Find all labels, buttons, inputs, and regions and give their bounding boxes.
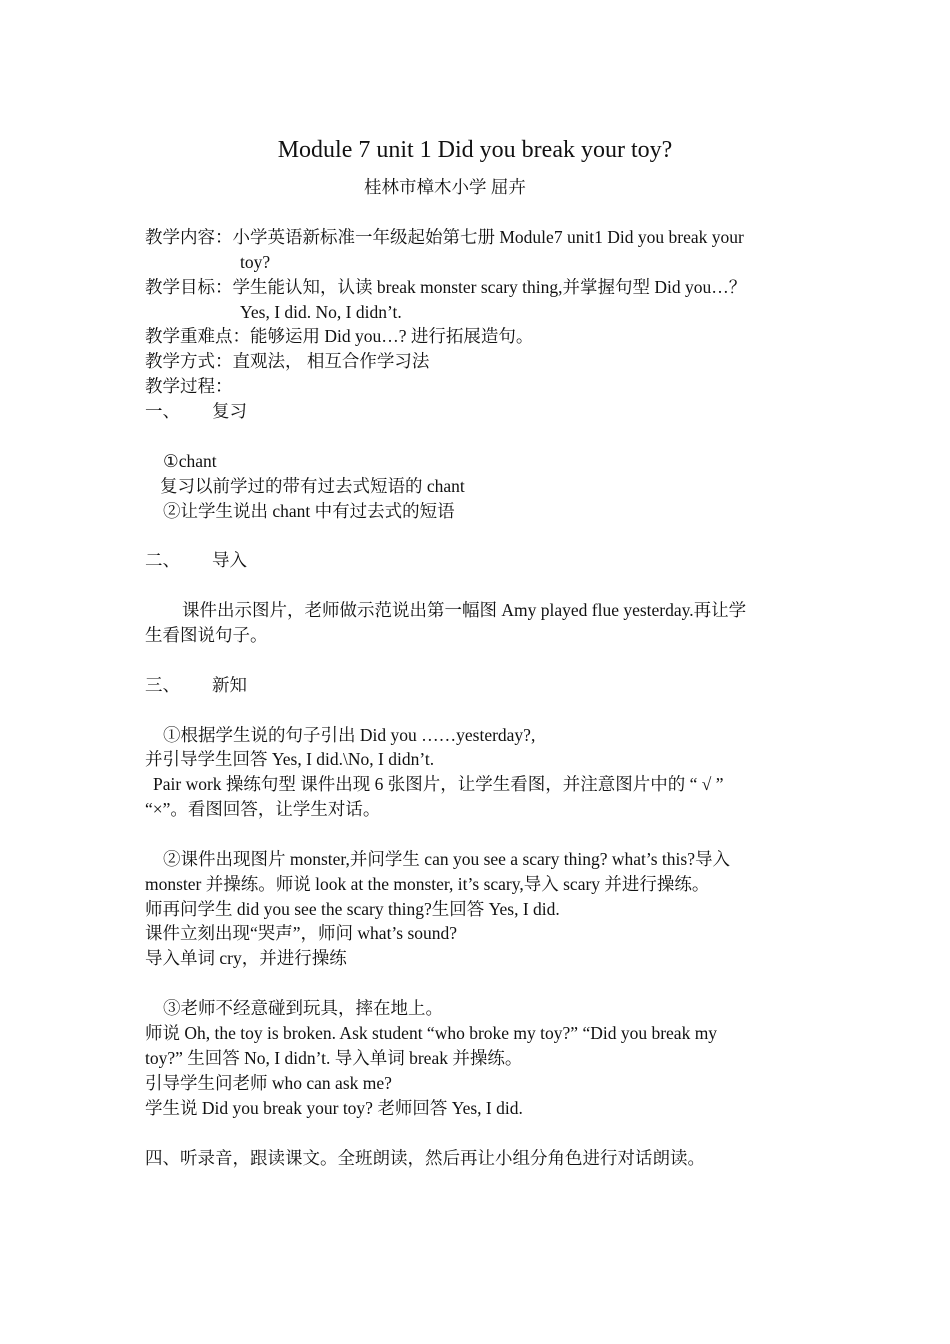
section-3-step-1-line-2: 并引导学生回答 Yes, I did.\No, I didn’t. bbox=[145, 749, 435, 769]
section-1-number: 一、 bbox=[145, 401, 180, 421]
section-3-step-2-line-2: monster 并操练。师说 look at the monster, it’s scary,导入 scary 并进行操练。 bbox=[145, 874, 710, 894]
section-3-step-3-line-5: 学生说 Did you break your toy? 老师回答 Yes, I did. bbox=[145, 1098, 523, 1118]
author-line: 桂林市樟木小学 屈卉 bbox=[364, 177, 526, 197]
section-3-step-3-line-3: toy?” 生回答 No, I didn’t. 导入单词 break 并操练。 bbox=[145, 1048, 523, 1068]
section-3-number: 三、 bbox=[145, 675, 180, 695]
teaching-content-line-2: toy? bbox=[240, 252, 271, 272]
section-3-title: 新知 bbox=[212, 675, 247, 695]
section-1-title: 复习 bbox=[212, 401, 247, 421]
section-3-step-3-line-1: ③老师不经意碰到玩具，摔在地上。 bbox=[163, 998, 443, 1018]
teaching-goal-line-1: 教学目标：学生能认知，认读 break monster scary thing,并掌握句型 Did you…？ bbox=[145, 277, 747, 297]
document-title: Module 7 unit 1 Did you break your toy? bbox=[277, 137, 673, 163]
section-1-item-1: ①chant bbox=[163, 451, 217, 471]
section-3-step-2-line-3: 师再问学生 did you see the scary thing?生回答 Yes, I did. bbox=[145, 899, 560, 919]
teaching-method: 教学方式：直观法， 相互合作学习法 bbox=[145, 351, 430, 371]
section-3-step-1-line-3: Pair work 操练句型 课件出现 6 张图片，让学生看图，并注意图片中的 “ √ ” bbox=[153, 774, 724, 794]
section-2-title: 导入 bbox=[212, 550, 247, 570]
section-3-step-2-line-5: 导入单词 cry，并进行操练 bbox=[145, 948, 347, 968]
section-3-step-2-line-1: ②课件出现图片 monster,并问学生 can you see a scary thing? what’s this?导入 bbox=[163, 849, 730, 869]
section-1-item-1-detail: 复习以前学过的带有过去式短语的 chant bbox=[160, 476, 465, 496]
teaching-goal-line-2: Yes, I did. No, I didn’t. bbox=[240, 302, 402, 322]
section-3-step-1-line-4: “×”。看图回答，让学生对话。 bbox=[145, 799, 381, 819]
section-3-step-1-line-1: ①根据学生说的句子引出 Did you ……yesterday?, bbox=[163, 725, 536, 745]
section-2-paragraph-line-2: 生看图说句子。 bbox=[145, 625, 268, 645]
section-3-step-3-line-2: 师说 Oh, the toy is broken. Ask student “who broke my toy?” “Did you break my bbox=[145, 1023, 718, 1043]
section-1-item-2: ②让学生说出 chant 中有过去式的短语 bbox=[163, 501, 455, 521]
section-4-line: 四、听录音，跟读课文。全班朗读，然后再让小组分角色进行对话朗读。 bbox=[145, 1148, 705, 1168]
section-3-step-3-line-4: 引导学生问老师 who can ask me? bbox=[145, 1073, 392, 1093]
teaching-process-heading: 教学过程： bbox=[145, 376, 233, 396]
teaching-content-line-1: 教学内容：小学英语新标准一年级起始第七册 Module7 unit1 Did you break your bbox=[145, 227, 744, 247]
section-2-number: 二、 bbox=[145, 550, 180, 570]
section-2-paragraph-line-1: 课件出示图片，老师做示范说出第一幅图 Amy played flue yesterday.再让学 bbox=[182, 600, 747, 620]
section-3-step-2-line-4: 课件立刻出现“哭声”，师问 what’s sound? bbox=[145, 923, 458, 943]
teaching-difficulty: 教学重难点：能够运用 Did you…? 进行拓展造句。 bbox=[145, 326, 534, 346]
